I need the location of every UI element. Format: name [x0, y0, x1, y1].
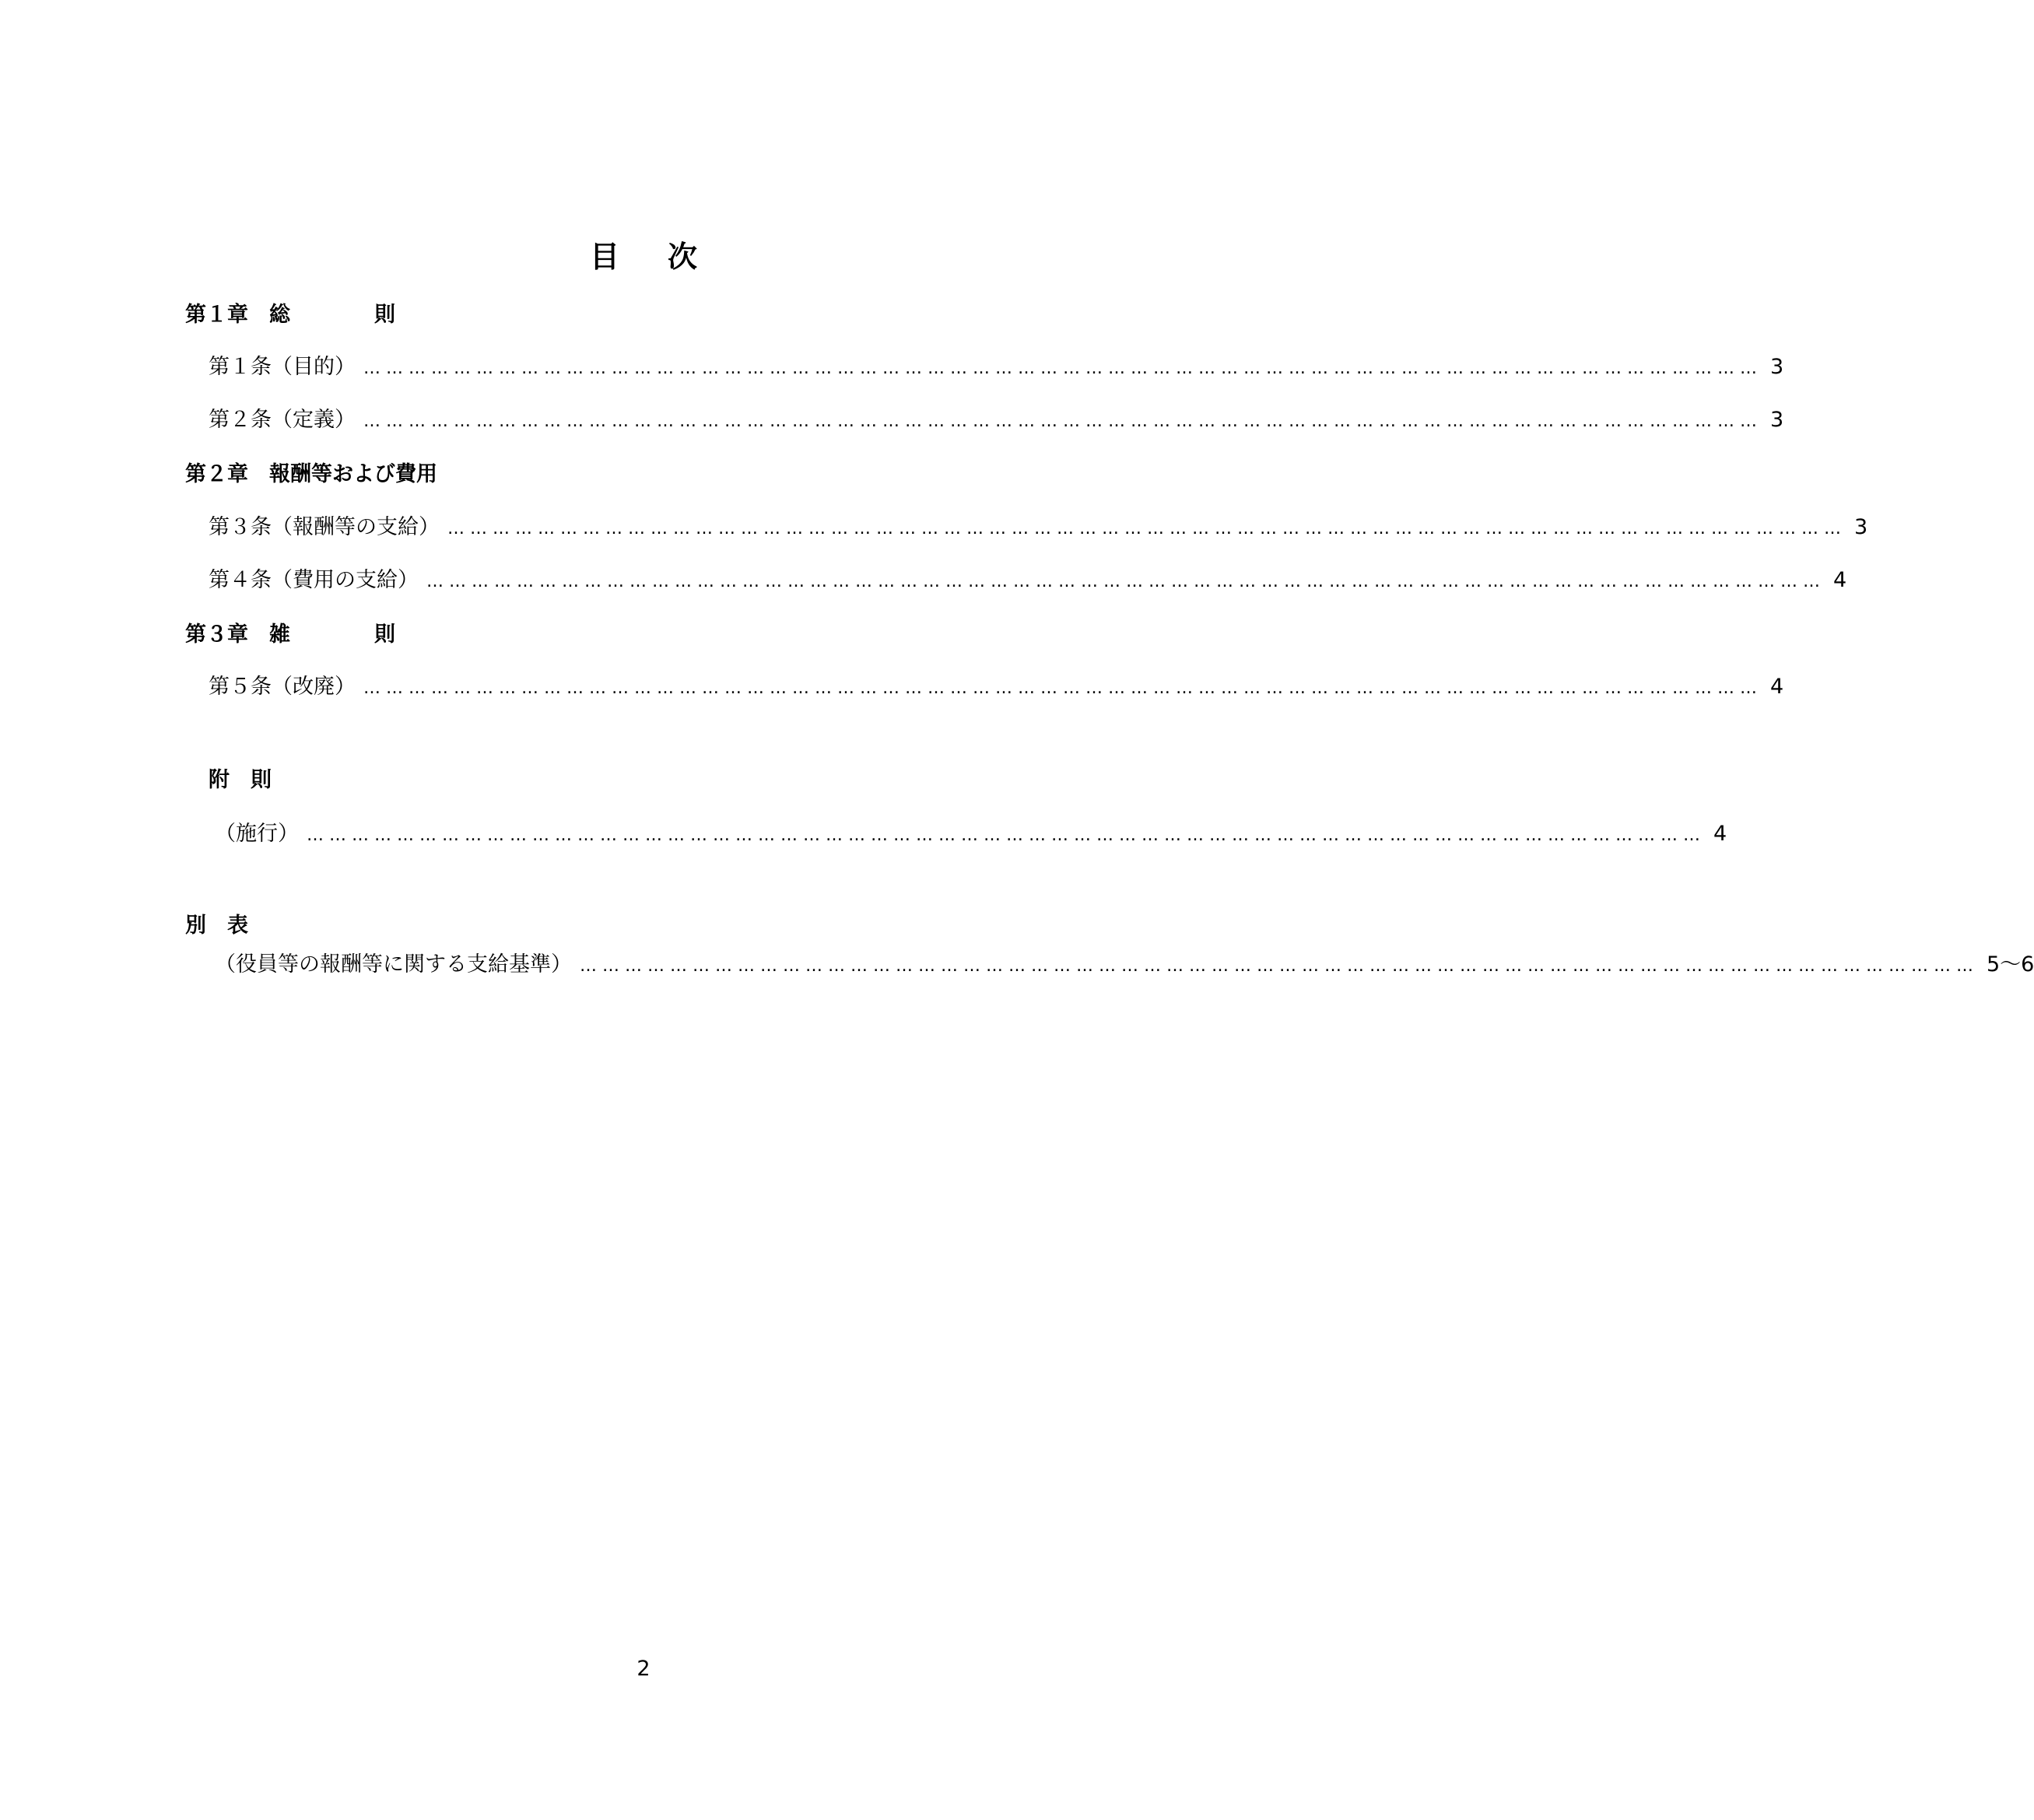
toc-entry-page: 3 [1770, 408, 1784, 432]
toc-entry-label: 第２条（定義） [209, 408, 356, 432]
appendix-table-heading: 別 表 [185, 914, 248, 938]
toc-entry-page: 4 [1713, 822, 1727, 846]
toc-entry-label: （施行） [215, 822, 299, 846]
toc-entry-enforcement[interactable] [215, 819, 1727, 851]
toc-entry-page: 5～6 [1987, 952, 2034, 977]
toc-entry-label: 第３条（報酬等の支給） [209, 515, 440, 539]
chapter-heading-3: 第３章 雑 則 [185, 622, 395, 647]
dot-leader: …………………………………………………………………………………………………………………………………………………………………… [447, 519, 1846, 538]
toc-entry-page: 4 [1833, 568, 1847, 592]
supplementary-provisions-heading: 附 則 [209, 768, 272, 792]
document-title: 目次 [589, 240, 745, 274]
dot-leader: …………………………………………………………………………………………………………………………………………………………………… [580, 956, 1979, 976]
toc-entry-page: 3 [1854, 515, 1868, 539]
toc-entry-article-3[interactable] [209, 512, 1868, 545]
dot-leader: …………………………………………………………………………………………………………………………………………………………………… [363, 412, 1762, 431]
chapter-heading-1: 第１章 総 則 [185, 303, 395, 327]
toc-entry-article-5[interactable] [209, 672, 1784, 704]
toc-entry-page: 4 [1770, 675, 1784, 699]
chapter-heading-2: 第２章 報酬等および費用 [185, 462, 437, 486]
toc-entry-article-4[interactable] [209, 565, 1847, 598]
dot-leader: …………………………………………………………………………………………………………………………………………………………………… [426, 572, 1825, 591]
toc-entry-article-2[interactable] [209, 405, 1784, 437]
toc-entry-label: （役員等の報酬等に関する支給基準） [215, 952, 572, 977]
dot-leader: …………………………………………………………………………………………………………………………………………………………………… [363, 359, 1762, 378]
toc-entry-label: 第１条（目的） [209, 355, 356, 379]
dot-leader: …………………………………………………………………………………………………………………………………………………………………… [307, 826, 1706, 845]
dot-leader: …………………………………………………………………………………………………………………………………………………………………… [363, 679, 1762, 698]
toc-entry-label: 第５条（改廃） [209, 675, 356, 699]
toc-entry-page: 3 [1770, 355, 1784, 379]
toc-entry-article-1[interactable] [209, 352, 1784, 384]
footer-page-number: 2 [637, 1657, 651, 1681]
toc-entry-label: 第４条（費用の支給） [209, 568, 419, 592]
toc-entry-payment-standards[interactable] [215, 949, 2034, 982]
